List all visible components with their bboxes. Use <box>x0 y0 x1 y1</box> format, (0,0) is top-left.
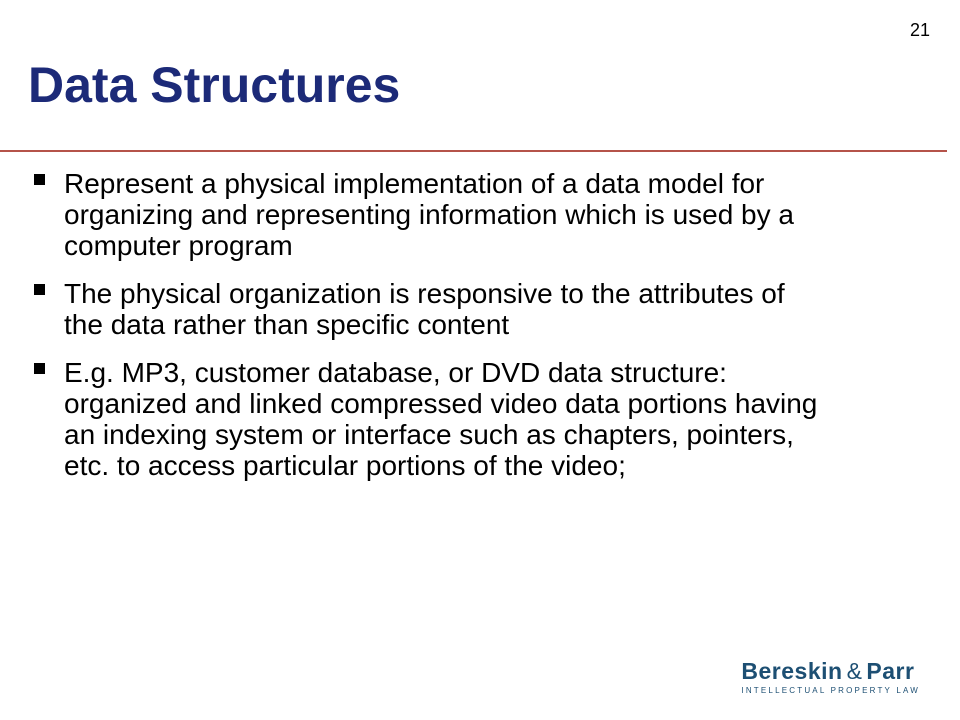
company-logo <box>741 658 920 696</box>
bullet-list <box>34 168 824 498</box>
slide-number: 21 <box>909 20 930 40</box>
bullet-item <box>34 357 824 481</box>
logo-tagline: INTELLECTUAL PROPERTY LAW <box>741 686 920 695</box>
bullet-text: Represent a physical implementation of a data model for organizing and representing information which is used by a computer program <box>64 168 794 261</box>
logo-ampersand: & <box>846 658 863 684</box>
bullet-text: E.g. MP3, customer database, or DVD data structure: organized and linked compressed video data portions having an indexing system or interface such as chapters, pointers, etc. to access particular portions of the video; <box>64 357 818 481</box>
logo-name-part2: Parr <box>866 658 915 684</box>
title-divider <box>0 150 947 152</box>
logo-name <box>741 658 920 684</box>
logo-name-part1: Bereskin <box>741 658 843 684</box>
bullet-text: The physical organization is responsive to the attributes of the data rather than specific content <box>64 278 785 340</box>
square-bullet-icon <box>34 284 45 295</box>
bullet-item <box>34 278 824 340</box>
square-bullet-icon <box>34 363 45 374</box>
slide-title: Data Structures <box>28 57 401 113</box>
bullet-item <box>34 168 824 261</box>
square-bullet-icon <box>34 174 45 185</box>
